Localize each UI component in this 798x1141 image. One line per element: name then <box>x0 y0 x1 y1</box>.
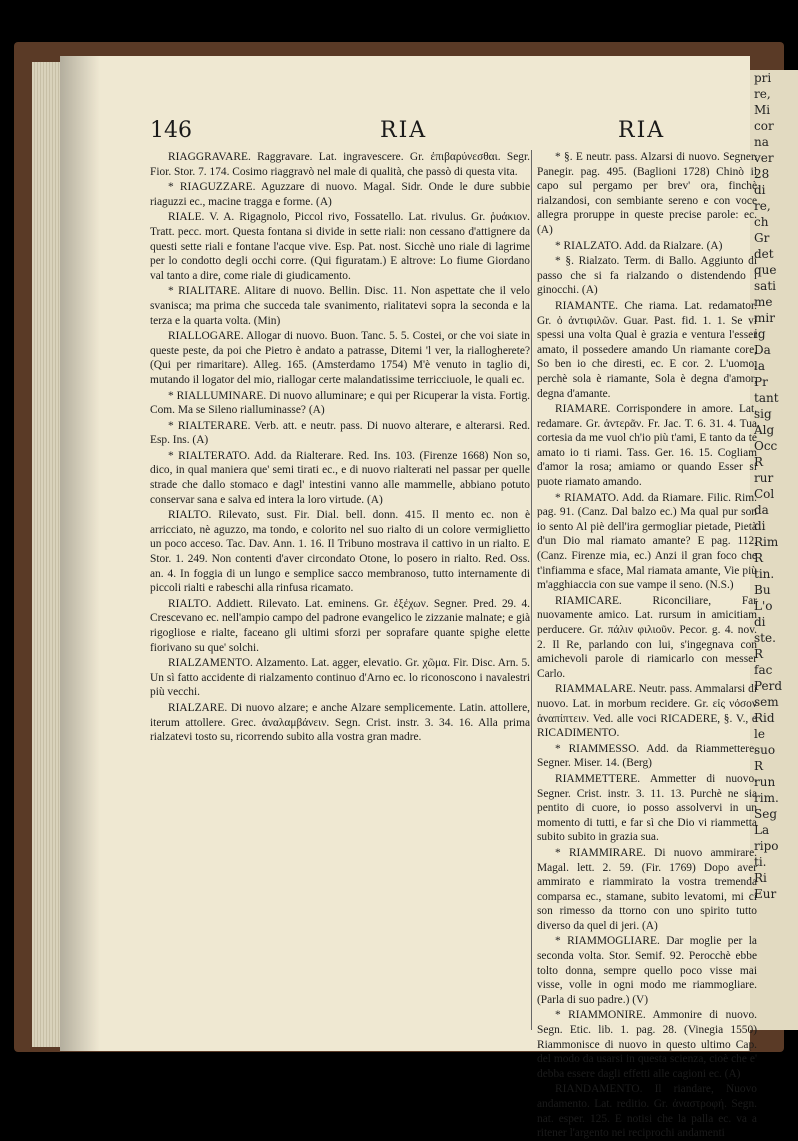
next-page-fragment: Ri <box>754 871 767 885</box>
page-number: 146 <box>150 118 192 143</box>
next-page-fragment: Gr <box>754 231 770 245</box>
dictionary-entry: RIAMMALARE. Neutr. pass. Ammalarsi di nuovo. Lat. in morbum recidere. Gr. εἰς νόσον ἀναπίπτειν. Ved. alle voci RICADERE, §. V., e RICADIMENTO. <box>537 683 757 740</box>
dictionary-entry: * RIAGUZZARE. Aguzzare di nuovo. Magal. Sidr. Onde le dure subbie riaguzzi ec., macine tragga e forme. (A) <box>150 181 530 208</box>
next-page-fragment: Seg <box>754 807 778 821</box>
next-page-fragment: di <box>754 519 766 533</box>
dictionary-entry: * RIALTERARE. Verb. att. e neutr. pass. Di nuovo alterare, e alterarsi. Red. Esp. Ins. (A) <box>150 419 530 447</box>
next-page-fragment: La <box>754 823 770 837</box>
next-page-fragment: det <box>754 247 774 261</box>
dictionary-entry: * RIAMMONIRE. Ammonire di nuovo. Segn. Etic. lib. 1. pag. 28. (Vinegia 1550) Riammonisce di nuovo in questo ultimo Cap. del modo da usarsi in questa scienza, cioè che e' debba essere dagli effetti alle cagioni ec. (A) <box>537 1009 757 1080</box>
next-page-fragment: sem <box>754 695 779 709</box>
next-page-fragment: di <box>754 183 766 197</box>
dictionary-entry: * RIALITARE. Alitare di nuovo. Bellin. Disc. 11. Non aspettate che il velo svanisca; ma prima che succeda tale svanimento, rialitatevi sopra la seconda e la terza e la quarta volta. (Min) <box>150 285 530 327</box>
dictionary-entry: RIANDAMENTO. Il riandare, Nuovo andamento. Lat. reditio. Gr. ἀναστροφή. Segn. nat. esper. 125. E notisi che la palla ec. va a ritener l'argento nei reciprochi andamenti <box>537 1083 757 1140</box>
dictionary-entry: * RIAMATO. Add. da Riamare. Filic. Rim. pag. 91. (Canz. Dal balzo ec.) Ma qual pur son io sento Al piè dell'ira germogliar pietade, Pietà d'un Dio mal riamato amante? E pag. 112. (Canz. Firenze mia, ec.) Anzi il gran foco che t'infiamma e sface, Mal riamata amante, Vie più m'agghiaccia con sue vampe il seno. (N.S.) <box>537 491 757 592</box>
dictionary-entry: * RIALTERATO. Add. da Rialterare. Red. Ins. 103. (Firenze 1668) Non so, dico, in qual maniera que' semi tirati ec., e di nuovo rialterati nel passar per quelle strade che dallo stomaco e dagl' intestini vanno alle mammelle, abbiano potuto conservar sana e salva ed intera la loro virtude. (A) <box>150 449 530 506</box>
next-page-fragment: Occ <box>754 439 778 453</box>
dictionary-entry: * RIAMMOGLIARE. Dar moglie per la seconda volta. Stor. Semif. 92. Perocchè ebbe tolto donna, sempre quello poco visse mai visse, volle in ogni modo me riammogliare. (Parla di suo padre.) (V) <box>537 935 757 1006</box>
next-page-fragment: R <box>754 647 764 661</box>
next-page-fragment: Perd <box>754 679 783 693</box>
next-page-fragment: que <box>754 263 777 277</box>
dictionary-entry: RIALZAMENTO. Alzamento. Lat. agger, elevatio. Gr. χῶμα. Fir. Disc. Arn. 5. Un sì fatto accidente di rialzamento continuo d'Arno ec. lo riconoscono i navalestri più vecchi. <box>150 657 530 699</box>
dictionary-entry: * §. E neutr. pass. Alzarsi di nuovo. Segner. Panegir. pag. 495. (Baglioni 1728) Chinò il capo sul pergamo per brev' ora, finchè rialzandosi, con sembiante sereno e con voce allegra proruppe in queste precise parole: ec. (A) <box>537 151 757 236</box>
next-page-fragment: ripo <box>754 839 779 853</box>
next-page-fragment: Rid <box>754 711 775 725</box>
next-page-fragment: di <box>754 615 766 629</box>
dictionary-entry: * RIAMMESSO. Add. da Riammettere. Segner. Miser. 14. (Berg) <box>537 742 757 770</box>
dictionary-entry: RIALTO. Addiett. Rilevato. Lat. eminens. Gr. ἐξέχων. Segner. Pred. 29. 4. Crescevano ec. nell'ampio campo del padrone evangelico le zizzanie malnate; e già rigogliose e rialte, faceano gli ultimi sforzi per soprafare quante spighe elette fiorivano su que' solchi. <box>150 597 530 654</box>
next-page-fragment: cor <box>754 119 774 133</box>
next-page-fragment: da <box>754 503 769 517</box>
dictionary-entry: RIAGGRAVARE. Raggravare. Lat. ingravescere. Gr. ἐπιβαρύνεσθαι. Segr. Fior. Stor. 7. 174. Cosimo riaggravò nel male di qualità, che passò di questa vita. <box>150 151 530 178</box>
dictionary-entry: RIALE. V. A. Rigagnolo, Piccol rivo, Fossatello. Lat. rivulus. Gr. ῥυάκιον. Tratt. pecc. mort. Questa fontana si divide in sette riali: non cessano d'attignere da questi sette riali e fontane l'acque vive. Esp. Pat. nost. Sicchè uno riale di lagrime per lo condotto degli occhi corre. (Qui figuratam.) E altrove: Lo fiume Giordano val tanto a dire, come riale di giudicamento. <box>150 211 530 282</box>
next-page-fragment: la <box>754 359 765 373</box>
dictionary-entry: RIAMICARE. Riconciliare, Far nuovamente amico. Lat. rursum in amicitiam perducere. Gr. πάλιν φιλιοῦν. Pecor. g. 4. nov. 2. Il Re, parlando con lui, s'ingegnava con amichevoli parole di riamicarlo con messer Carlo. <box>537 594 757 680</box>
next-page-fragment: ver <box>754 151 774 165</box>
dictionary-entry: * RIAMMIRARE. Di nuovo ammirare. Magal. lett. 2. 59. (Fir. 1769) Dopo aver ammirato e riammirato la vostra tremenda comparsa ec., stamane, subito levatomi, mi ci son rimesso da ttorno con uno spirito tutto diverso da quel di jeri. (A) <box>537 846 757 932</box>
next-page-fragment: Rim <box>754 535 779 549</box>
next-page-edge <box>750 70 798 1030</box>
next-page-fragment: Mi <box>754 103 771 117</box>
dictionary-entry: RIALLOGARE. Allogar di nuovo. Buon. Tanc. 5. 5. Costei, or che voi siate in queste peste, da poi che Pietro è andato a patrasse, Ditemi 'l ver, la riallogherete? (Qui per rimaritare). Alleg. 165. (Amsterdamo 1754) M'è venuto in taglio di, mutando il logator del mio, riallogar certe malandatissime terricciuole, le quali ec. <box>150 330 530 386</box>
next-page-fragment: R <box>754 455 764 469</box>
next-page-fragment: R <box>754 759 764 773</box>
next-page-fragment: ste. <box>754 631 776 645</box>
next-page-fragment: pri <box>754 71 772 85</box>
next-page-fragment: L'o <box>754 599 773 613</box>
next-page-fragment: ch <box>754 215 769 229</box>
spine-shadow <box>60 56 100 1051</box>
next-page-fragment: tin. <box>754 567 775 581</box>
next-page-fragment: 28 <box>754 167 770 181</box>
next-page-fragment: Pr <box>754 375 768 389</box>
next-page-fragment: R <box>754 551 764 565</box>
running-header-right: RIA <box>618 118 666 143</box>
dictionary-entry: RIAMANTE. Che riama. Lat. redamator. Gr. ὁ ἀντιφιλῶν. Guar. Past. fid. 1. 1. Se vi spessi una volta Qual è grazia e ventura l'esser amato, il possedere amando Un riamante core, So ben io che diresti, ec. E cor. 2. L'uomo, perchè sola è riamante, Sola è degna d'amor, degna d'amante. <box>537 299 757 400</box>
next-page-fragment: na <box>754 135 769 149</box>
dictionary-entry: * §. Rialzato. Term. di Ballo. Aggiunto di passo che si fa rialzando o distendendo i ginocchi. (A) <box>537 255 757 297</box>
dictionary-entry: RIALTO. Rilevato, sust. Fir. Dial. bell. donn. 415. Il mento ec. non è arricciato, nè aguzzo, ma tondo, e colorito nel suo rialto di un colore vermiglietto un poco acceso. Tac. Dav. Ann. 1. 16. Il Tribuno mostrava il cattivo in un rialto. E Stor. 1. 249. Non contenti d'aver circondato Otone, lo posero in rialto. Red. Oss. an. 4. In foggia di un lungo e semplice sacco membranoso, tutto internamente di piccoli rialti e rabeschi alla rinfusa ricamato. <box>150 509 530 595</box>
next-page-fragment: Col <box>754 487 775 501</box>
next-page-fragment: le <box>754 727 765 741</box>
next-page-fragment: sati <box>754 279 776 293</box>
dictionary-entry: RIALZARE. Di nuovo alzare; e anche Alzare semplicemente. Latin. attollere, iterum attollere. Grec. ἀναλαμβάνειν. Segn. Crist. instr. 3. 34. 16. Alla prima rialzatevi tosto su, ricorrendo subito alla vostra gran madre. <box>150 701 530 744</box>
next-page-fragment: suo <box>754 743 776 757</box>
next-page-fragment: ti. <box>754 855 767 869</box>
next-page-fragment: rim. <box>754 791 779 805</box>
next-page-fragment: mir <box>754 311 775 325</box>
right-column <box>537 150 757 1140</box>
column-divider <box>531 150 532 1030</box>
dictionary-entry: * RIALLUMINARE. Di nuovo alluminare; e qui per Ricuperar la vista. Fortig. Com. Ma se Sileno rialluminasse? (A) <box>150 389 530 417</box>
next-page-fragment: sig <box>754 407 772 421</box>
next-page-fragment: Da <box>754 343 771 357</box>
next-page-fragment: re, <box>754 199 771 213</box>
running-header-left: RIA <box>380 118 428 143</box>
next-page-fragment: run <box>754 775 776 789</box>
left-column <box>150 150 530 1030</box>
next-page-fragment: tant <box>754 391 779 405</box>
dictionary-entry: RIAMARE. Corrispondere in amore. Lat. redamare. Gr. ἀντερᾶν. Fr. Jac. T. 6. 31. 4. Tua cortesia da me vuol ch'io più t'ami, E tanto da te amato io ti riami. Tass. Ger. 16. 15. Cogliam d'amor la rosa; amiamo or quando Esser si puote riamato amando. <box>537 403 757 489</box>
next-page-fragment: Bu <box>754 583 771 597</box>
next-page-fragment: Alg <box>754 423 775 437</box>
next-page-fragment: re, <box>754 87 771 101</box>
next-page-fragment: fac <box>754 663 773 677</box>
dictionary-entry: RIAMMETTERE. Ammetter di nuovo. Segner. Crist. instr. 3. 11. 13. Purchè ne sia pentito di cuore, io posso assolvervi in un momento di tutti, e far sì che Dio vi riammetta subito subito in grazia sua. <box>537 772 757 844</box>
dictionary-entry: * RIALZATO. Add. da Rialzare. (A) <box>555 239 723 252</box>
next-page-fragment: me <box>754 295 773 309</box>
next-page-fragment: Eur <box>754 887 777 901</box>
next-page-fragment: ig <box>754 327 766 341</box>
next-page-fragment: rur <box>754 471 774 485</box>
